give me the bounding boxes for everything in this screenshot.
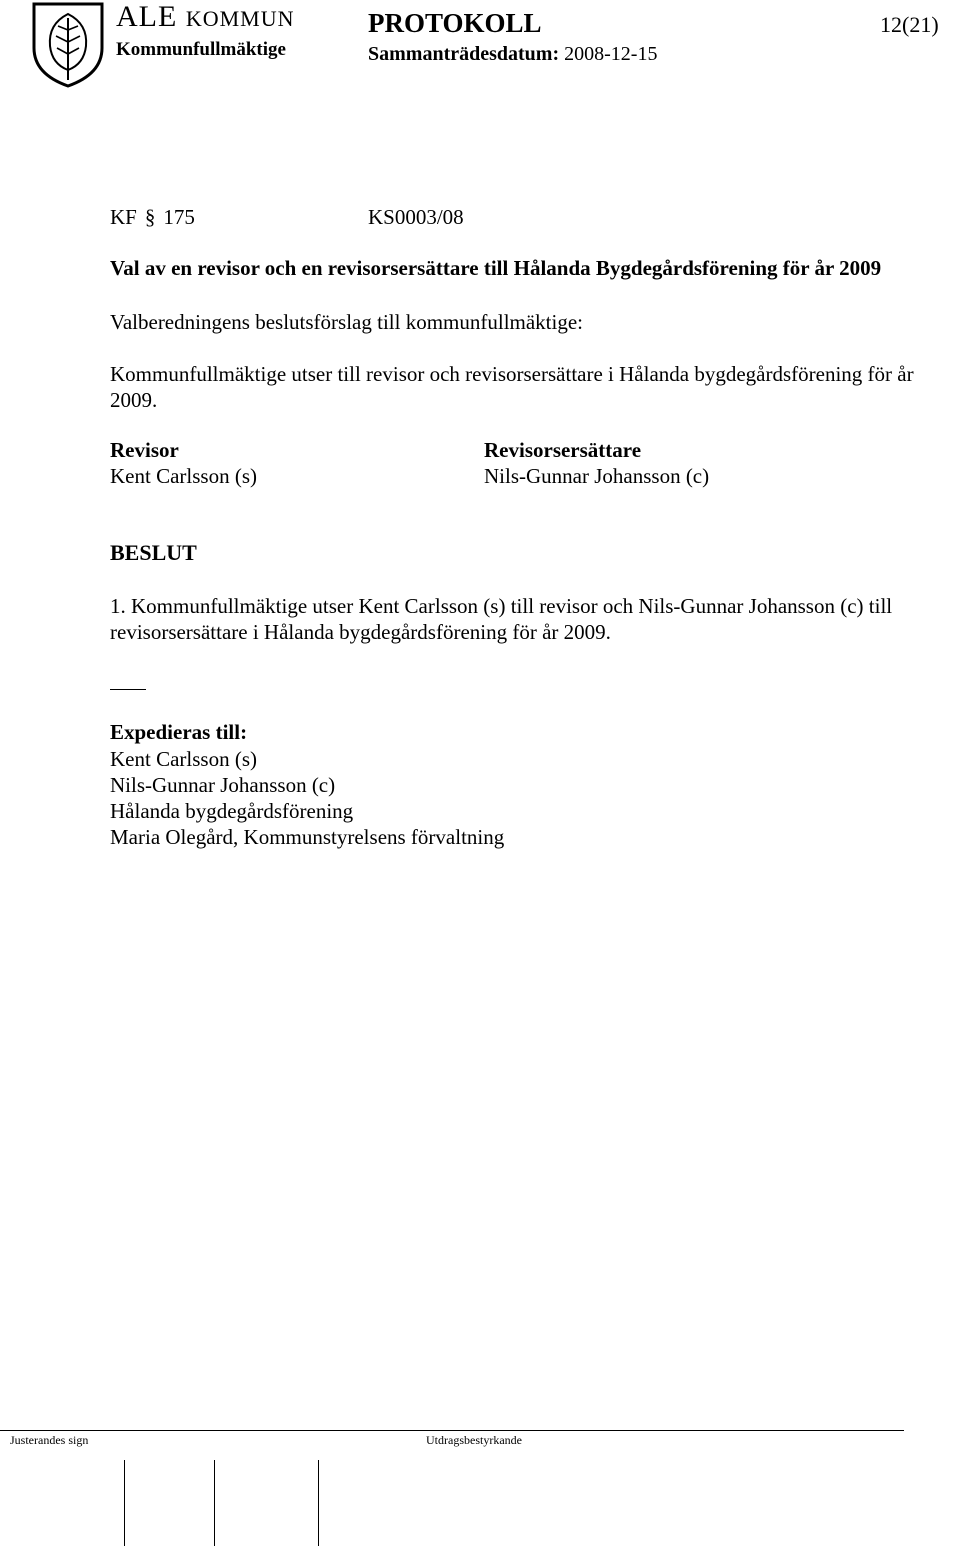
proposal-text: Kommunfullmäktige utser till revisor och revisorsersättare i Hålanda bygdegårdsförening för år 2009. xyxy=(110,362,914,412)
body-name: Kommunfullmäktige xyxy=(116,39,286,60)
meeting-date-value: 2008-12-15 xyxy=(564,43,658,65)
revisor-name: Kent Carlsson (s) xyxy=(110,464,257,488)
separator-rule xyxy=(110,689,146,690)
list-item: Nils-Gunnar Johansson (c) xyxy=(110,773,336,797)
nominee-revisorsersattare xyxy=(484,437,709,489)
meeting-date-label: Sammanträdesdatum: xyxy=(368,43,560,65)
list-item: Hålanda bygdegårdsförening xyxy=(110,799,354,823)
list-item: Maria Olegård, Kommunstyrelsens förvaltning xyxy=(110,825,505,849)
revisorsersattare-name: Nils-Gunnar Johansson (c) xyxy=(484,464,710,488)
section-reference: KF § 175 xyxy=(110,205,195,229)
distribution-heading: Expedieras till: xyxy=(110,720,248,744)
organisation-name: ALE KOMMUN xyxy=(116,0,295,33)
list-item: Kent Carlsson (s) xyxy=(110,747,257,771)
leaf-shield-icon xyxy=(30,0,106,88)
nominee-revisor xyxy=(110,437,257,489)
decision-text: 1. Kommunfullmäktige utser Kent Carlsson (s) till revisor och Nils-Gunnar Johansson (c) till revisorsersättare i Hålanda bygdegårdsförening för år 2009. xyxy=(110,594,893,644)
item-heading: Val av en revisor och en revisorsersättare till Hålanda Bygdegårdsförening för år 2009 xyxy=(110,256,882,280)
footer-rule xyxy=(0,1430,904,1431)
sign-box-divider xyxy=(214,1460,215,1546)
document-title: PROTOKOLL xyxy=(368,8,542,38)
paragraph-sign: § xyxy=(144,205,156,229)
sign-box-divider xyxy=(124,1460,125,1546)
proposal-intro: Valberedningens beslutsförslag till kommunfullmäktige: xyxy=(110,310,584,334)
revisorsersattare-title: Revisorsersättare xyxy=(484,438,642,462)
meeting-date xyxy=(368,44,657,64)
case-number: KS0003/08 xyxy=(368,205,464,229)
sign-label: Justerandes sign xyxy=(10,1433,89,1447)
distribution-list xyxy=(110,746,504,850)
page-number: 12(21) xyxy=(880,12,939,37)
sign-box-divider xyxy=(318,1460,319,1546)
decision-heading: BESLUT xyxy=(110,540,197,565)
revisor-title: Revisor xyxy=(110,438,179,462)
certify-label: Utdragsbestyrkande xyxy=(426,1433,522,1447)
